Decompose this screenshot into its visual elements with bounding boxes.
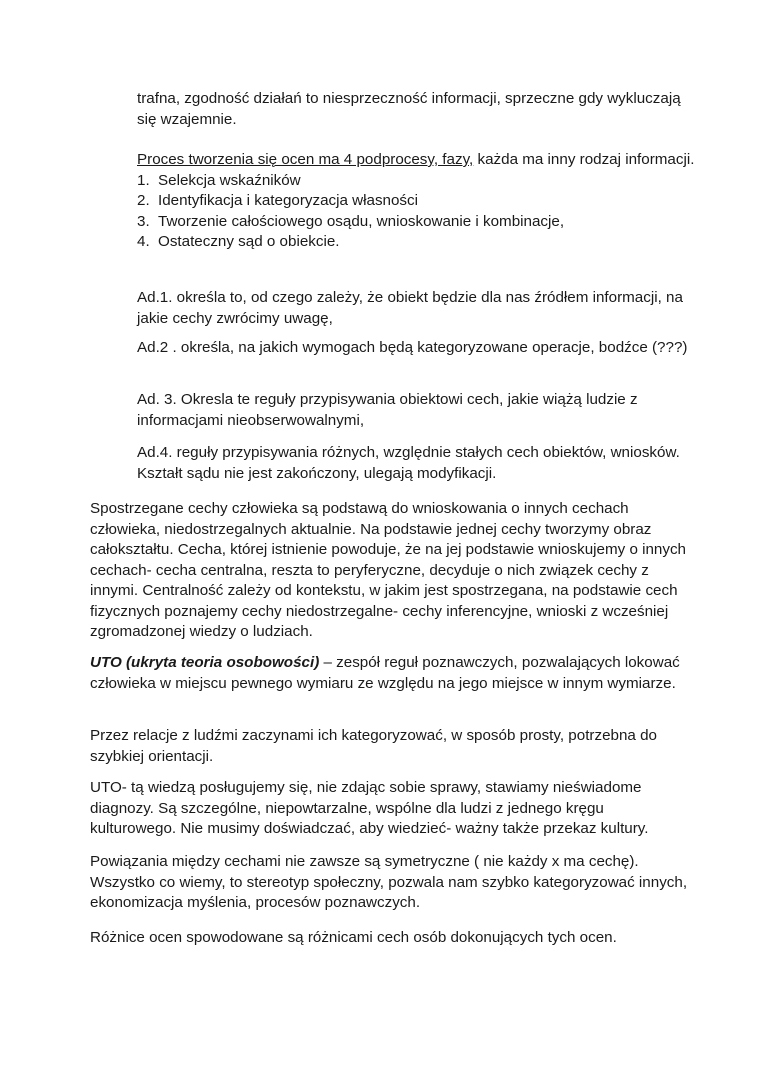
list-item (137, 232, 697, 253)
list-item (137, 212, 697, 233)
list-item-text: Tworzenie całościowego osądu, wnioskowanie i kombinacje, (158, 212, 565, 230)
process-list (137, 171, 697, 253)
note-ad3: Ad. 3. Okresla te reguły przypisywania obiektowi cech, jakie wiążą ludzie z informacjami nieobserwowalnymi, (137, 391, 638, 429)
process-heading (137, 150, 697, 171)
list-item-text: Selekcja wskaźników (158, 171, 301, 189)
uto-definition (90, 653, 690, 694)
list-item-text: Identyfikacja i kategoryzacja własności (158, 192, 418, 209)
list-item-number: 4. (137, 233, 150, 250)
paragraph-cechy: Spostrzegane cechy człowieka są podstawą do wnioskowania o innych cechach człowieka, niedostrzegalnych aktualnie. Na podstawie jednej cechy tworzymy obraz całokształtu. Cecha, której istnienie powoduje, że na jej podstawie wnioskujemy o innych cechach- cecha centralna, reszta to peryferyczne, decyduje o nich związek cechy z innymi. Centralność zależy od kontekstu, w jakim jest spostrzegana, na podstawie cech fizycznych poznajemy cechy niedostrzegalne- cechy inferencyjne, wnioski z wcześniej zgromadzonej wiedzy o ludziach. (90, 500, 687, 640)
list-item (137, 171, 697, 192)
note-ad2: Ad.2 . określa, na jakich wymogach będą kategoryzowane operacje, bodźce (???) (137, 339, 688, 356)
uto-definition-text: – zespół reguł poznawczych, pozwalających lokować człowieka w miejscu pewnego wymiaru ze względu na jego miejsce w innym wymiarze. (90, 654, 680, 692)
list-item-number: 3. (137, 212, 150, 230)
list-item-number: 2. (137, 192, 150, 209)
process-section (137, 150, 697, 253)
list-item (137, 191, 697, 212)
note-ad1: Ad.1. określa to, od czego zależy, że obiekt będzie dla nas źródłem informacji, na jakie cechy zwrócimy uwagę, (137, 289, 683, 327)
paragraph-powiazania: Powiązania między cechami nie zawsze są symetryczne ( nie każdy x ma cechę). Wszystko co wiemy, to stereotyp społeczny, pozwala nam szybko kategoryzować innych, ekonomizacja myślenia, procesów poznawczych. (90, 853, 688, 911)
uto-term: UTO (ukryta teoria osobowości) (90, 654, 320, 671)
paragraph-roznice: Różnice ocen spowodowane są różnicami cech osób dokonujących tych ocen. (90, 929, 617, 946)
intro-paragraph: trafna, zgodność działań to niesprzeczność informacji, sprzeczne gdy wykluczają się wzajemnie. (137, 90, 681, 128)
note-ad4: Ad.4. reguły przypisywania różnych, względnie stałych cech obiektów, wniosków. Kształt sądu nie jest zakończony, ulegają modyfikacji. (137, 444, 680, 482)
list-item-number: 1. (137, 171, 150, 189)
paragraph-relacje: Przez relacje z ludźmi zaczynami ich kategoryzować, w sposób prosty, potrzebna do szybkiej orientacji. (90, 727, 657, 765)
process-heading-rest: każda ma inny rodzaj informacji. (473, 151, 695, 168)
process-heading-underlined: Proces tworzenia się ocen ma 4 podprocesy, fazy, (137, 151, 474, 168)
list-item-text: Ostateczny sąd o obiekcie. (158, 233, 340, 250)
paragraph-uto: UTO- tą wiedzą posługujemy się, nie zdając sobie sprawy, stawiamy nieświadome diagnozy. Są szczególne, niepowtarzalne, wspólne dla ludzi z jednego kręgu kulturowego. Nie musimy doświadczać, aby wiedzieć- ważny także przekaz kultury. (90, 779, 649, 837)
